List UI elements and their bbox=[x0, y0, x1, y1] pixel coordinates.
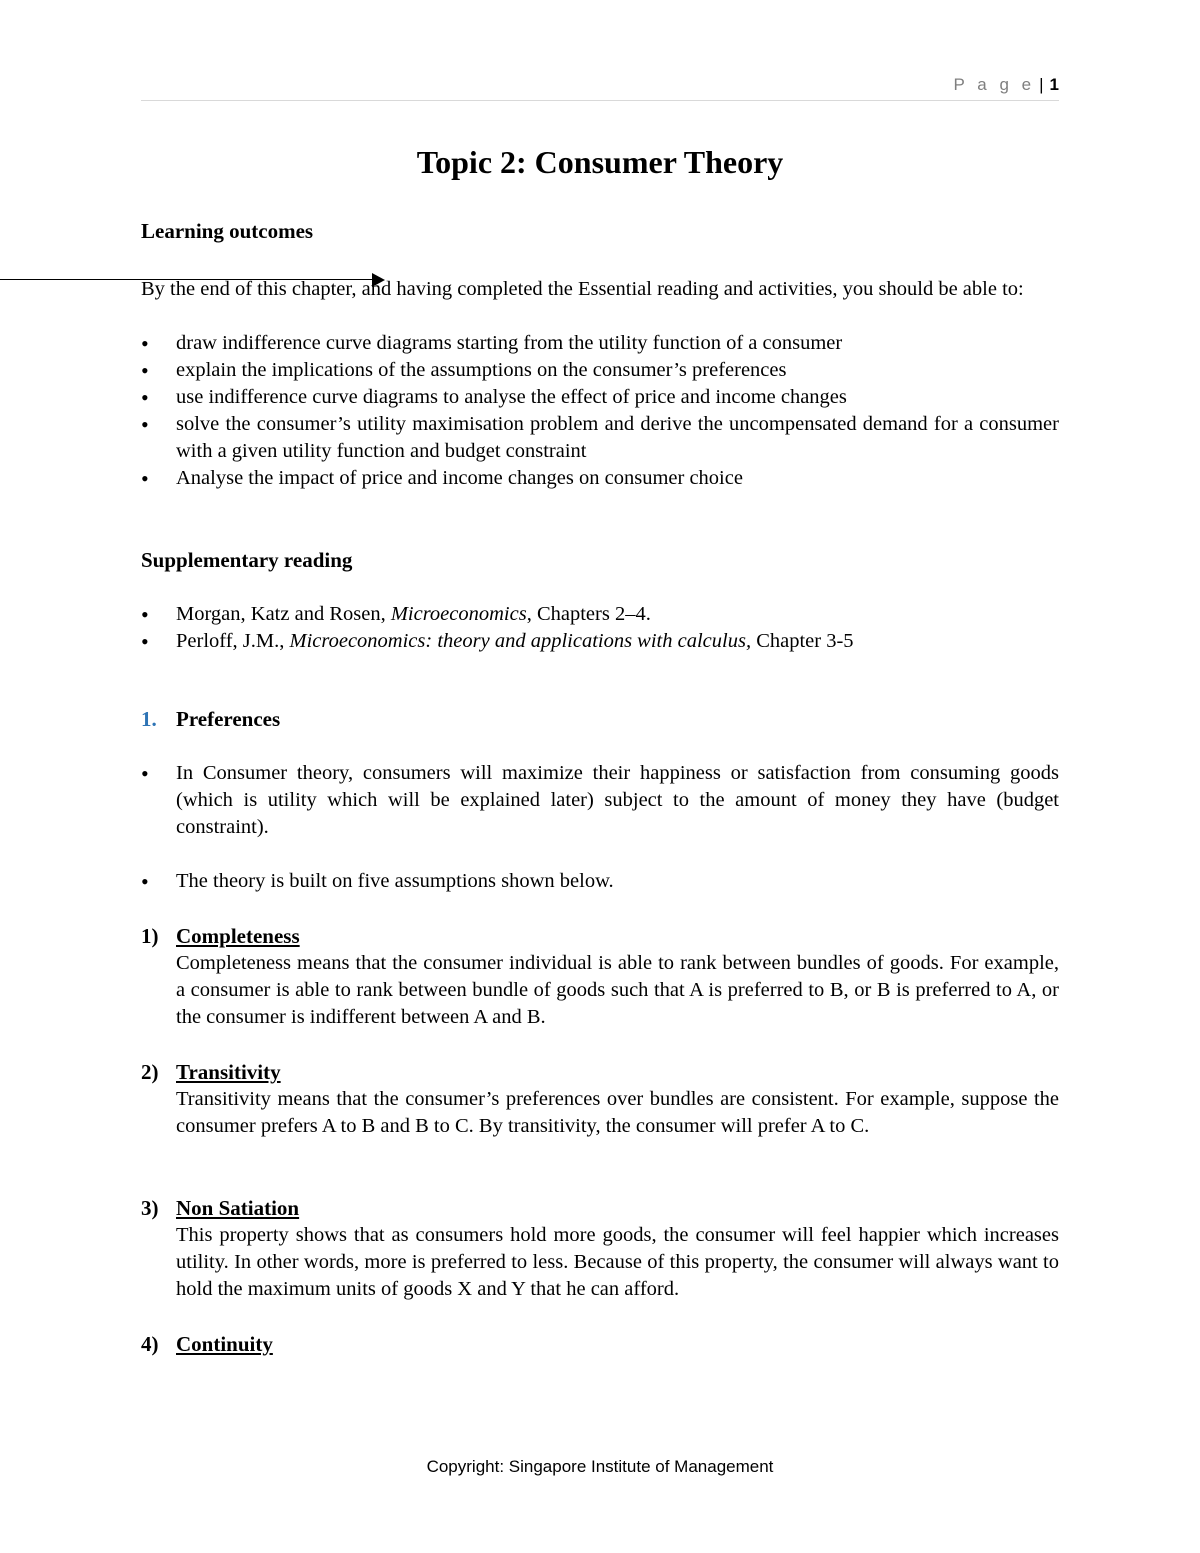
preferences-heading bbox=[141, 705, 1059, 733]
assumption-number: 1) bbox=[141, 924, 159, 948]
reference-book-title: Microeconomics: theory and applications with calculus, bbox=[289, 630, 752, 652]
reference-book-title: Microeconomics bbox=[390, 603, 527, 625]
list-item: • The theory is built on five assumptions shown below. bbox=[141, 868, 1059, 895]
page-number-label bbox=[954, 75, 1059, 95]
assumption-completeness bbox=[141, 922, 1059, 1031]
list-item: • solve the consumer’s utility maximisation problem and derive the uncompensated demand for a consumer with a given utility function and budget constraint bbox=[141, 411, 1059, 465]
list-item: • In Consumer theory, consumers will maximize their happiness or satisfaction from consuming goods (which is utility which will be explained later) subject to the amount of money they have (budget constraint). bbox=[141, 760, 1059, 841]
preferences-list bbox=[141, 760, 1059, 841]
section-number: 1. bbox=[141, 707, 157, 731]
page-header bbox=[141, 72, 1059, 101]
reference-authors: Perloff, J.M., bbox=[176, 630, 290, 652]
preferences-list-2 bbox=[141, 868, 1059, 895]
list-item: • use indifference curve diagrams to analyse the effect of price and income changes bbox=[141, 384, 1059, 411]
learning-outcomes-heading: Learning outcomes bbox=[141, 219, 314, 243]
learning-outcomes-list bbox=[141, 330, 1059, 492]
assumption-title: Transitivity bbox=[176, 1060, 281, 1084]
assumption-number: 2) bbox=[141, 1060, 159, 1084]
assumption-text: This property shows that as consumers hold more goods, the consumer will feel happier which increases utility. In other words, more is preferred to less. Because of this property, the consumer will always want to hold the maximum units of goods X and Y that he can afford. bbox=[176, 1224, 1059, 1300]
page-footer: Copyright: Singapore Institute of Management bbox=[426, 1457, 774, 1476]
list-item: • explain the implications of the assumptions on the consumer’s preferences bbox=[141, 357, 1059, 384]
learning-intro: By the end of this chapter, and having completed the Essential reading and activities, you should be able to: bbox=[141, 278, 1024, 300]
page-title: Topic 2: Consumer Theory bbox=[416, 144, 784, 180]
list-item: • draw indifference curve diagrams starting from the utility function of a consumer bbox=[141, 330, 1059, 357]
page-number: 1 bbox=[1049, 75, 1059, 94]
assumption-title: Completeness bbox=[176, 924, 300, 948]
supplementary-reading-list bbox=[141, 601, 1059, 655]
page-separator: | bbox=[1039, 75, 1044, 94]
list-item: • Analyse the impact of price and income changes on consumer choice bbox=[141, 465, 1059, 492]
assumption-number: 4) bbox=[141, 1332, 159, 1356]
reference-authors: Morgan, Katz and Rosen, bbox=[176, 603, 391, 625]
list-item bbox=[141, 601, 1059, 628]
assumption-non-satiation bbox=[141, 1194, 1059, 1303]
document-body bbox=[141, 140, 1059, 1358]
assumption-continuity bbox=[141, 1330, 1059, 1358]
reference-chapters: , Chapters 2–4. bbox=[526, 603, 651, 625]
assumption-title: Non Satiation bbox=[176, 1196, 300, 1220]
assumption-text: Transitivity means that the consumer’s preferences over bundles are consistent. For example, suppose the consumer prefers A to B and B to C. By transitivity, the consumer will prefer A to C. bbox=[176, 1088, 1059, 1137]
assumption-text: Completeness means that the consumer individual is able to rank between bundles of goods. For example, a consumer is able to rank between bundle of goods such that A is preferred to B, or B is preferred to A, or the consumer is indifferent between A and B. bbox=[176, 952, 1059, 1028]
section-title: Preferences bbox=[176, 707, 281, 731]
list-item bbox=[141, 628, 1059, 655]
page-word: P a g e bbox=[953, 75, 1036, 94]
reference-chapters: Chapter 3-5 bbox=[751, 630, 854, 652]
supplementary-reading-heading: Supplementary reading bbox=[141, 548, 353, 572]
assumption-transitivity bbox=[141, 1058, 1059, 1140]
assumption-number: 3) bbox=[141, 1196, 159, 1220]
assumption-title: Continuity bbox=[176, 1332, 273, 1356]
